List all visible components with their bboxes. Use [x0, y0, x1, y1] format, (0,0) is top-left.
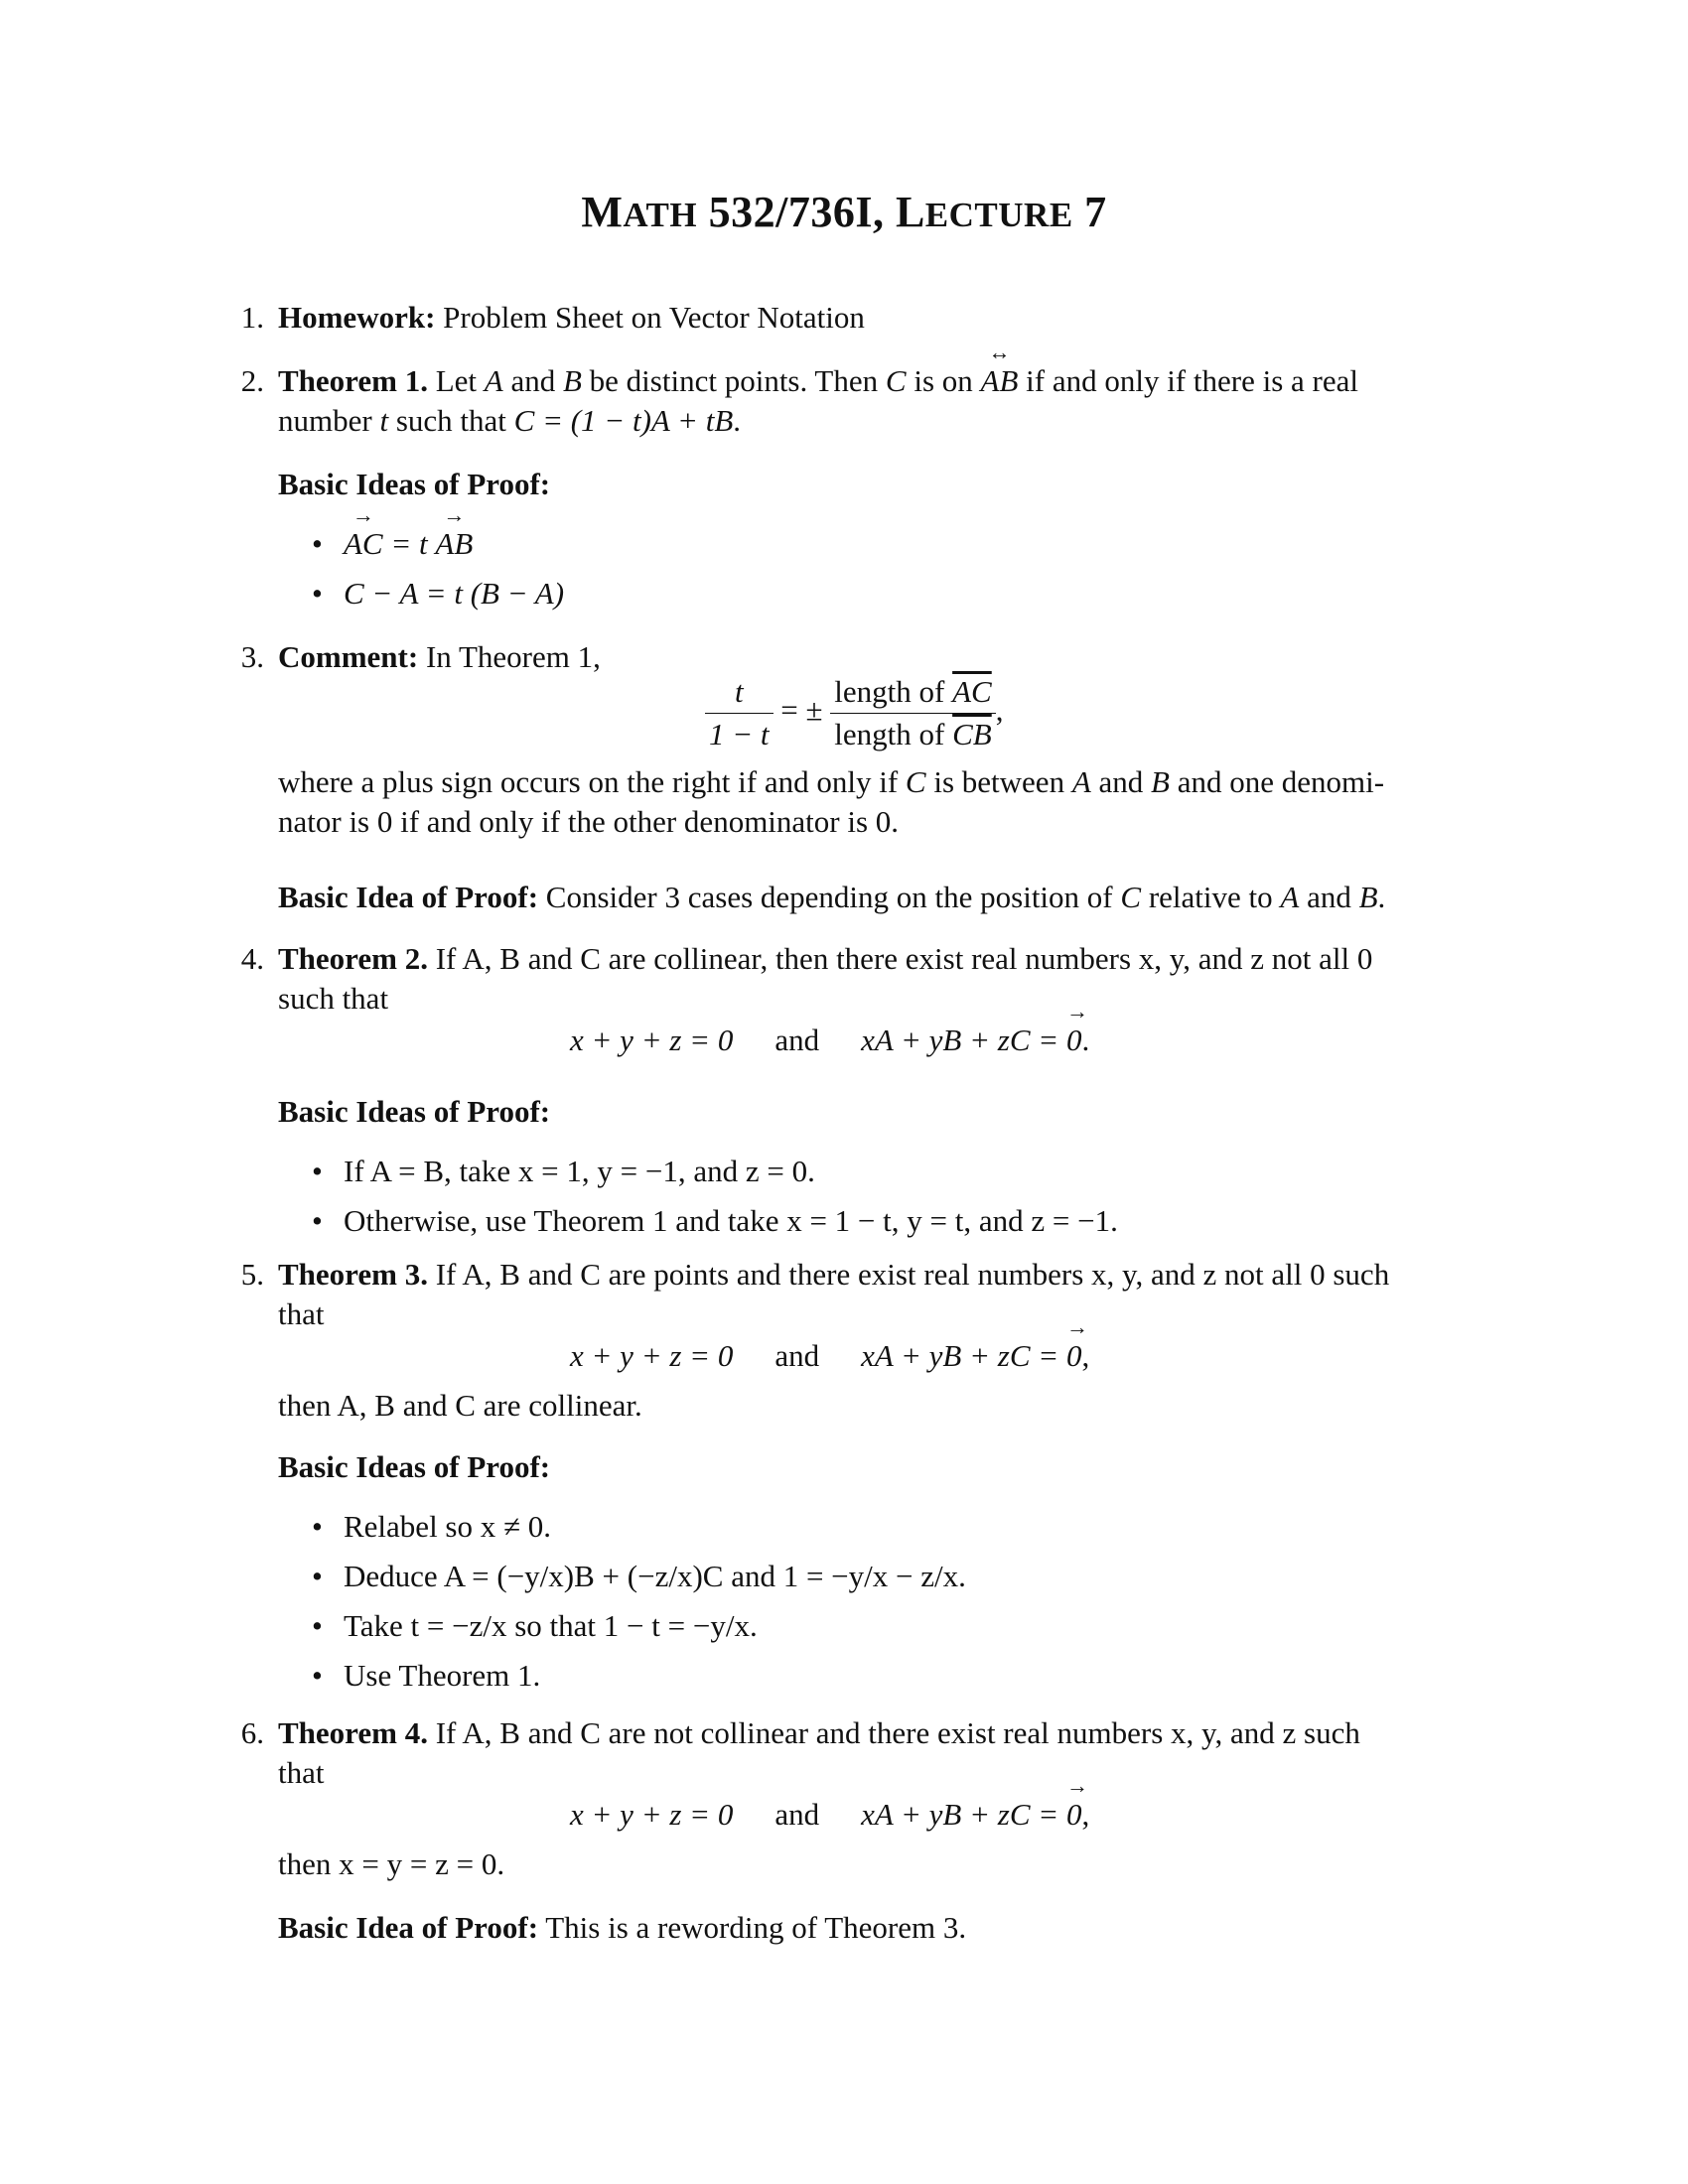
- bullet-icon: •: [312, 576, 323, 611]
- item-number: 4.: [240, 941, 264, 976]
- item-body: [278, 298, 1483, 338]
- item-label: Theorem 3.: [278, 1257, 428, 1292]
- math: ,: [995, 692, 1004, 728]
- item-text: In Theorem 1,: [418, 639, 601, 674]
- item-body: [278, 340, 1483, 441]
- proof-heading: Basic Idea of Proof:: [278, 1910, 539, 1945]
- item-label: Homework:: [278, 300, 436, 335]
- bullet-icon: •: [312, 1559, 323, 1593]
- arrow-icon: →: [1065, 1773, 1088, 1798]
- item-text: if and only if there is a real: [1018, 363, 1358, 398]
- math: ,: [1081, 1797, 1090, 1832]
- math: B: [1358, 880, 1378, 914]
- title-part: ECTURE: [924, 196, 1073, 234]
- math: C = (1 − t)A + tB: [513, 403, 734, 438]
- title-part: ATH: [623, 196, 698, 234]
- proof-heading: Basic Idea of Proof:: [278, 880, 539, 914]
- item-label: Theorem 1.: [278, 363, 428, 398]
- item-text: and one denomi-: [1169, 764, 1385, 799]
- item-text: relative to: [1141, 880, 1281, 914]
- math: length of: [834, 674, 953, 709]
- bullet-text: If A = B, take x = 1, y = −1, and z = 0.: [344, 1154, 815, 1188]
- math: ,: [1081, 1338, 1090, 1373]
- math: and: [774, 1797, 820, 1832]
- math: C: [885, 363, 907, 398]
- item-text: Consider 3 cases depending on the position of: [538, 880, 1121, 914]
- bullet-icon: •: [312, 1658, 323, 1693]
- bullet-icon: •: [312, 1608, 323, 1643]
- math: = t: [382, 526, 436, 561]
- arrow-icon: →: [352, 502, 374, 527]
- math: and: [774, 1338, 820, 1373]
- title-part: 7: [1072, 188, 1107, 236]
- item-text: and: [1299, 880, 1359, 914]
- math: A: [1071, 764, 1091, 799]
- proof-heading: Basic Ideas of Proof:: [278, 1094, 551, 1129]
- math: 0: [1065, 1338, 1082, 1373]
- bullet-text: Use Theorem 1.: [344, 1658, 541, 1693]
- item-text: If A, B and C are not collinear and there exist real numbers x, y, and z such: [427, 1715, 1360, 1750]
- item-label: Theorem 4.: [278, 1715, 428, 1750]
- math: AC: [344, 526, 383, 561]
- item-text: This is a rewording of Theorem 3.: [538, 1910, 967, 1945]
- math: x + y + z = 0: [570, 1338, 734, 1373]
- item-text: If A, B and C are points and there exist real numbers x, y, and z not all 0 such: [427, 1257, 1390, 1292]
- item-label: Comment:: [278, 639, 419, 674]
- item-text: be distinct points. Then: [581, 363, 886, 398]
- math: = ±: [780, 692, 823, 728]
- item-body: [278, 939, 1483, 1019]
- bullet-text: Take t = −z/x so that 1 − t = −y/x.: [344, 1608, 758, 1643]
- item-text: .: [733, 403, 742, 438]
- equation: [570, 999, 1090, 1060]
- bullet-icon: •: [312, 1509, 323, 1544]
- arrow-icon: →: [1065, 1314, 1088, 1339]
- math: xA + yB + zC =: [861, 1338, 1066, 1373]
- math: 1 − t: [709, 717, 770, 751]
- math: C: [905, 764, 926, 799]
- item-text: .: [1377, 880, 1386, 914]
- fraction: [830, 671, 995, 755]
- item-text: such that: [388, 403, 514, 438]
- math: B: [1151, 764, 1170, 799]
- equation: [570, 1773, 1090, 1835]
- item-text: number: [278, 403, 380, 438]
- item-text: that: [278, 1297, 325, 1331]
- proof-line: [278, 878, 1483, 917]
- proof-heading: Basic Ideas of Proof:: [278, 1449, 551, 1484]
- bullet-text: [344, 502, 474, 564]
- math: $\overline{CB}$: [952, 717, 992, 751]
- title-part: M: [581, 188, 624, 236]
- math: xA + yB + zC =: [861, 1023, 1066, 1057]
- item-number: 5.: [240, 1257, 264, 1292]
- equation-ratio: [705, 671, 1003, 755]
- math: 0: [1065, 1797, 1082, 1832]
- math: A: [484, 363, 503, 398]
- item-number: 1.: [240, 300, 264, 335]
- item-text: then x = y = z = 0.: [278, 1846, 505, 1881]
- math: .: [1081, 1023, 1090, 1057]
- item-text: is on: [906, 363, 981, 398]
- bullet-text: C − A = t (B − A): [344, 576, 565, 611]
- item-text: nator is 0 if and only if the other denominator is 0.: [278, 804, 900, 839]
- page-title: [0, 187, 1688, 237]
- math: AB: [435, 526, 474, 561]
- fraction: [705, 671, 774, 755]
- item-text: that: [278, 1755, 325, 1790]
- arrow-icon: →: [1065, 999, 1088, 1024]
- math: $\overline{AC}$: [952, 674, 992, 709]
- item-text: then A, B and C are collinear.: [278, 1388, 642, 1423]
- item-text: Let: [427, 363, 485, 398]
- math: x + y + z = 0: [570, 1797, 734, 1832]
- line-AB: [980, 340, 1019, 401]
- item-number: 2.: [240, 363, 264, 398]
- comment-text: [278, 762, 1483, 842]
- math: C: [1120, 880, 1142, 914]
- proof-line: [278, 1908, 1483, 1948]
- math: A: [1280, 880, 1300, 914]
- math: xA + yB + zC =: [861, 1797, 1066, 1832]
- item-text: If A, B and C are collinear, then there exist real numbers x, y, and z not all 0: [427, 941, 1373, 976]
- bullet-text: Deduce A = (−y/x)B + (−z/x)C and 1 = −y/x − z/x.: [344, 1559, 966, 1593]
- arrow-icon: →: [443, 502, 466, 527]
- item-text: such that: [278, 981, 389, 1016]
- item-text: is between: [925, 764, 1072, 799]
- bullet-text: Relabel so x ≠ 0.: [344, 1509, 552, 1544]
- item-body: [278, 1255, 1483, 1334]
- math: AB: [980, 363, 1019, 398]
- item-text: where a plus sign occurs on the right if and only if: [278, 764, 906, 799]
- item-number: 6.: [240, 1715, 264, 1750]
- bullet-text: Otherwise, use Theorem 1 and take x = 1 − t, y = t, and z = −1.: [344, 1203, 1118, 1238]
- math: B: [562, 363, 582, 398]
- math: 0: [1065, 1023, 1082, 1057]
- math: x + y + z = 0: [570, 1023, 734, 1057]
- math: t: [379, 403, 389, 438]
- item-text: and: [502, 363, 563, 398]
- double-arrow-icon: ↔: [988, 340, 1011, 364]
- bullet-icon: •: [312, 526, 323, 561]
- math: and: [774, 1023, 820, 1057]
- item-body: [278, 1713, 1483, 1793]
- bullet-icon: •: [312, 1154, 323, 1188]
- item-text: Problem Sheet on Vector Notation: [435, 300, 865, 335]
- equation: [570, 1314, 1090, 1376]
- title-part: 532/736I, L: [697, 188, 925, 236]
- bullet-icon: •: [312, 1203, 323, 1238]
- item-text: and: [1090, 764, 1152, 799]
- math: length of: [834, 717, 953, 751]
- math: t: [705, 671, 774, 714]
- item-label: Theorem 2.: [278, 941, 428, 976]
- proof-heading: Basic Ideas of Proof:: [278, 467, 551, 501]
- item-number: 3.: [240, 639, 264, 674]
